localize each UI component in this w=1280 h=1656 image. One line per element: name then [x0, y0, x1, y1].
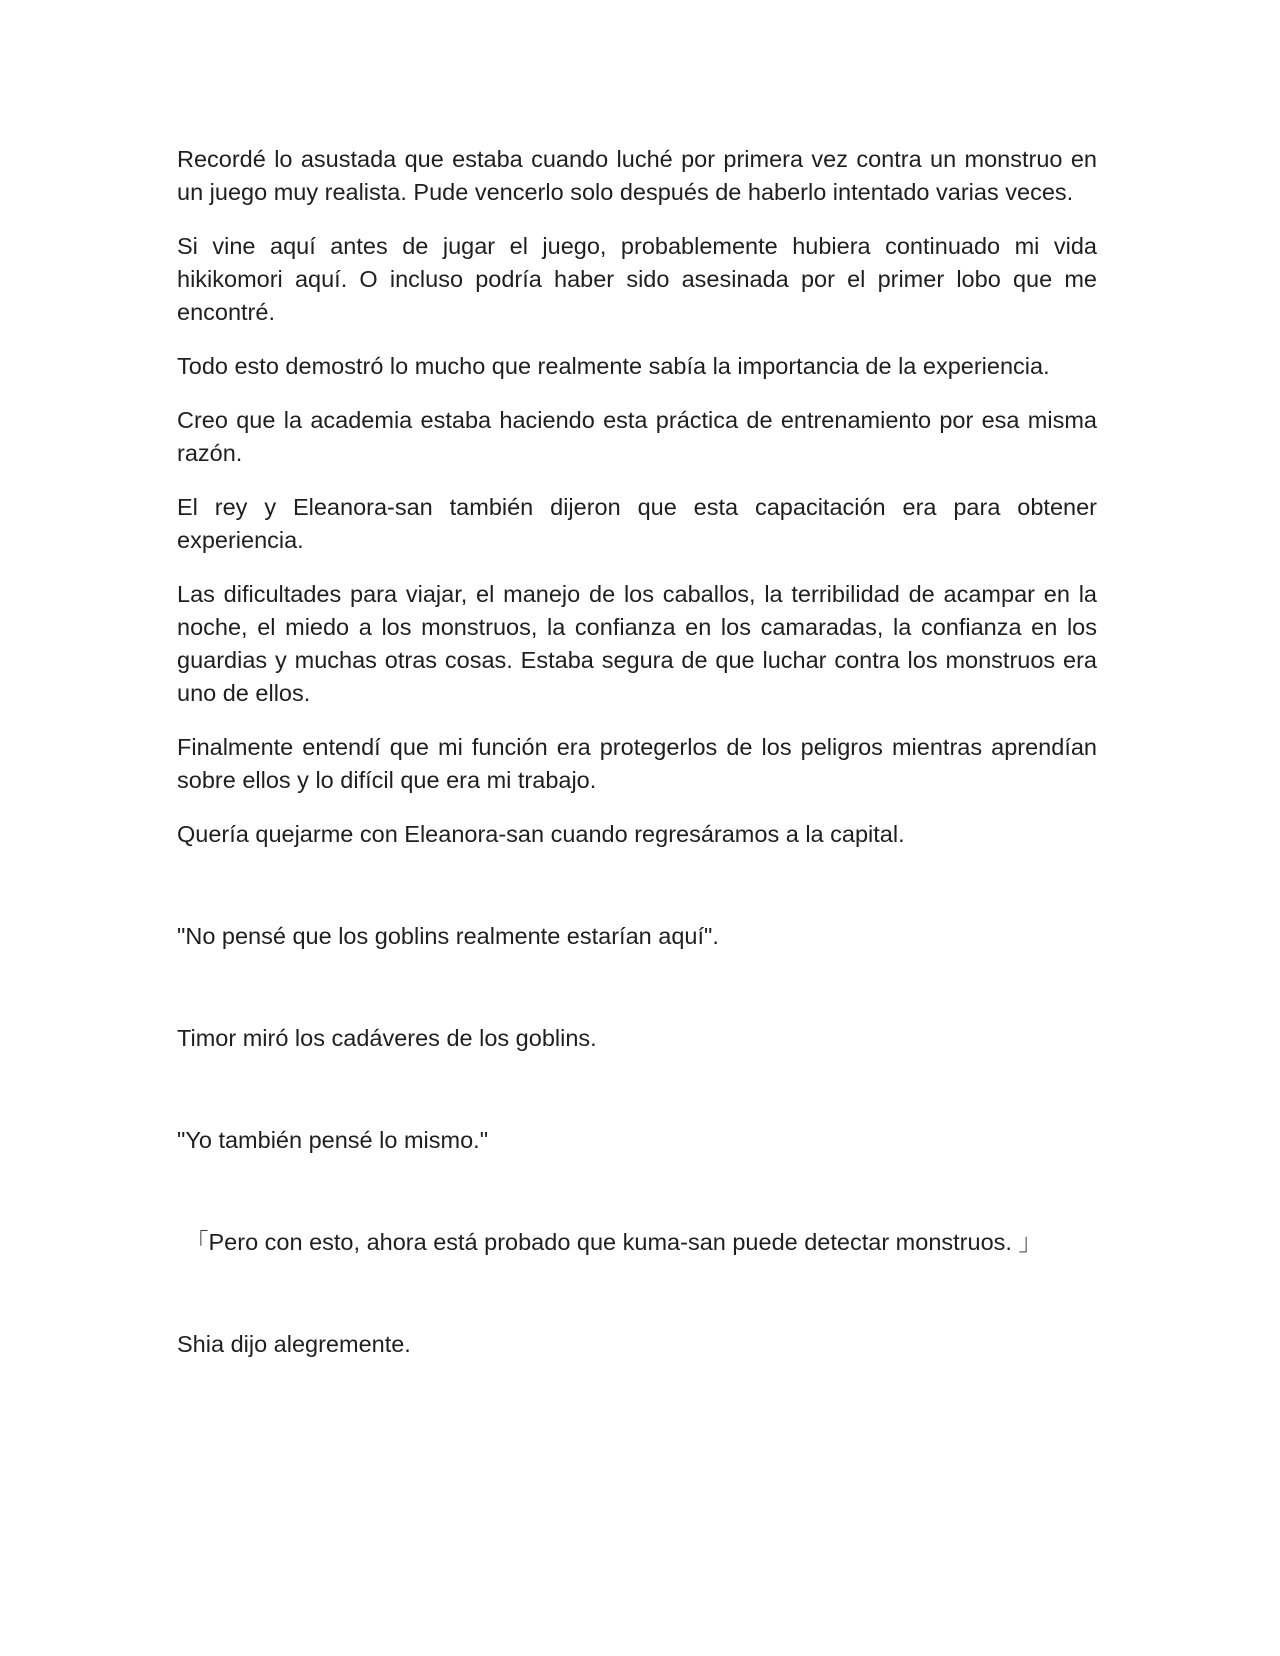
dialogue-goblins: "No pensé que los goblins realmente estarían aquí".: [177, 923, 719, 949]
paragraph-5: El rey y Eleanora-san también dijeron que esta capacitación era para obtener experiencia.: [177, 494, 1097, 553]
narration-timor: Timor miró los cadáveres de los goblins.: [177, 1025, 597, 1051]
document-body: [177, 143, 1097, 1382]
section-spacer: [177, 974, 1097, 1022]
dialogue-same: "Yo también pensé lo mismo.": [177, 1127, 489, 1153]
section-spacer: [177, 872, 1097, 920]
narration-shia: Shia dijo alegremente.: [177, 1331, 411, 1357]
paragraph-4: Creo que la academia estaba haciendo esta práctica de entrenamiento por esa misma razón.: [177, 407, 1097, 466]
paragraph-8: Quería quejarme con Eleanora-san cuando regresáramos a la capital.: [177, 821, 905, 847]
dialogue-kuma: 「Pero con esto, ahora está probado que kuma-san puede detectar monstruos. 」: [185, 1229, 1042, 1255]
paragraph-3: Todo esto demostró lo mucho que realmente sabía la importancia de la experiencia.: [177, 353, 1050, 379]
section-spacer: [177, 1076, 1097, 1124]
paragraph-7: Finalmente entendí que mi función era protegerlos de los peligros mientras aprendían sobre ellos y lo difícil que era mi trabajo.: [177, 734, 1097, 793]
paragraph-2: Si vine aquí antes de jugar el juego, probablemente hubiera continuado mi vida hikikomori aquí. O incluso podría haber sido asesinada por el primer lobo que me encontré.: [177, 233, 1097, 325]
paragraph-1: Recordé lo asustada que estaba cuando luché por primera vez contra un monstruo en un juego muy realista. Pude vencerlo solo después de haberlo intentado varias veces.: [177, 146, 1097, 205]
paragraph-6: Las dificultades para viajar, el manejo de los caballos, la terribilidad de acampar en la noche, el miedo a los monstruos, la confianza en los camaradas, la confianza en los guardias y muchas otras cosas. Estaba segura de que luchar contra los monstruos era uno de ellos.: [177, 581, 1097, 706]
section-spacer: [177, 1280, 1097, 1328]
section-spacer: [177, 1178, 1097, 1226]
